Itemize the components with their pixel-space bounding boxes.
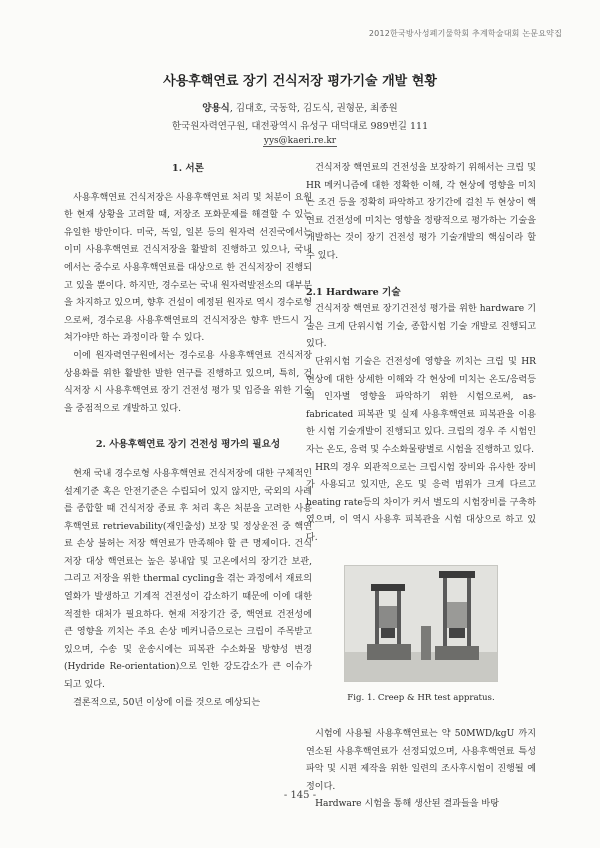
hardware-paragraph-4: 시험에 사용될 사용후핵연료는 약 50MWD/kgU 까지 연소된 사용후핵연료가 선정되었으며, 사용후핵연료 특성 파악 및 시편 제작을 위한 일련의 조사후시험이 진행될 예정이다. [306,729,536,792]
need-paragraph-1: 현재 국내 경수로형 사용후핵연료 건식저장에 대한 구체적인 설계기준 혹은 안전기준은 수립되어 있지 않지만, 국외의 사례를 종합할 때 건식저장 종료 후 처리 혹은 처분을 고려한 사용후핵연료 retrievability(재인출성) 보장 및 정상운전 중 핵연료 손상 불허는 저장 핵연료가 만족해야 할 큰 명제이다. 건식저장 대상 핵연료는 높은 봉내압 및 고온에서의 장기간 보관, 그리고 저장을 위한 thermal cycling을 겪는 과정에서 재료의 열화가 발생하고 기계적 건전성이 감소하기 때문에 이에 대한 적절한 대처가 필요하다. 현재 저장기간 중, 핵연료 건전성에 큰 영향을 끼치는 주요 손상 메커니즘으로는 크립이 주목받고 있으며, 수송 및 운송시에는 피복관 수소화물 방향성 변경(Hydride Re-orientation)으로 인한 강도감소가 큰 이슈가 되고 있다. [64,468,312,691]
intro-paragraph-2: 이에 원자력연구원에서는 경수로용 사용후핵연료 건식저장 상용화를 위한 활발한 발한 연구를 진행하고 있으며, 특히, 건식저장 시 사용후핵연료 장기 건전성 평가 및 입증을 위한 기술을 중점적으로 개발하고 있다. [64,350,312,414]
left-column [64,160,312,712]
co-authors: , 김대호, 국동학, 김도식, 권형문, 최종원 [229,103,398,114]
hardware-paragraph-5: Hardware 시험을 통해 생산된 결과들을 바탕 [315,799,499,810]
section-hardware-title: 2.1 Hardware 기술 [306,286,401,298]
section-need-title: 2. 사용후핵연료 장기 건전성 평가의 필요성 [95,439,281,451]
right-paragraph-0: 건식저장 핵연료의 건전성을 보장하기 위해서는 크립 및 HR 메커니즘에 대한 정확한 이해, 각 현상에 영향을 미치는 조건 등을 정확히 파악하고 장기간에 걸친 두 현상이 핵연료 건전성에 미치는 영향을 정량적으로 평가하는 기술을 개발하는 것이 장기 건전성 평가 기술개발의 핵심이라 할 수 있다. [306,163,536,261]
test-apparatus-photo [344,565,498,682]
hardware-paragraph-3: HR의 경우 외관적으로는 크립시험 장비와 유사한 장비가 사용되고 있지만, 온도 및 응력 범위가 크게 다르고 heating rate등의 차이가 커서 별도의 시험장비를 구축하였으며, 이 역시 사용후 피복관을 시험 대상으로 하고 있다. [306,462,536,543]
apparatus-photo-graphic [345,566,497,681]
conference-header: 2012한국방사성폐기물학회 추계학술대회 논문요약집 [368,29,562,38]
right-column [306,160,536,814]
hardware-paragraph-2: 단위시험 기술은 건전성에 영향을 끼치는 크립 및 HR 현상에 대한 상세한 이해와 각 현상에 미치는 온도/응력등의 인자별 영향을 파악하기 위한 시험으로써, as-fabricated 피복관 및 실제 사용후핵연료 피복관을 이용한 시험 기술개발이 진행되고 있다. 크립의 경우 주 시험인자는 온도, 응력 및 수소화물량별로 시험을 진행하고 있다. [306,356,536,455]
hardware-paragraph-1: 건식저장 핵연료 장기건전성 평가를 위한 hardware 기술은 크게 단위시험 기술, 종합시험 기술 개발로 진행되고 있다. [306,304,536,350]
email-line [0,136,600,146]
intro-paragraph-1: 사용후핵연료 건식저장은 사용후핵연료 처리 및 처분이 요원한 현재 상황을 고려할 때, 저장조 포화문제를 해결할 수 있는 유일한 방안이다. 미국, 독일, 일본 등의 원자력 선진국에서는 이미 사용후핵연료 건식저장을 활발히 진행하고 있으나, 국내에서는 중수로 사용후핵연료를 대상으로 한 건식저장이 진행되고 있을 뿐이다. 하지만, 경수로는 국내 원자력발전소의 대부분을 차지하고 있으며, 향후 건설이 예정된 원자로 역시 경수로형으로써, 경수로용 사용후핵연료의 건식저장은 향후 반드시 거쳐가야만 하는 과정이라 할 수 있다. [64,192,312,344]
affiliation: 한국원자력연구원, 대전광역시 유성구 대덕대로 989번길 111 [171,121,429,132]
section-intro-title: 1. 서론 [172,163,204,174]
lead-author: 양용식 [202,103,230,114]
author-email: yys@kaeri.re.kr [263,136,337,146]
page-number: - 145 - [283,790,317,801]
author-list [0,100,600,114]
need-paragraph-2: 결론적으로, 50년 이상에 이를 것으로 예상되는 [73,697,261,708]
paper-title: 사용후핵연료 장기 건식저장 평가기술 개발 현황 [163,74,437,89]
figure-caption: Fig. 1. Creep & HR test appratus. [347,693,495,704]
